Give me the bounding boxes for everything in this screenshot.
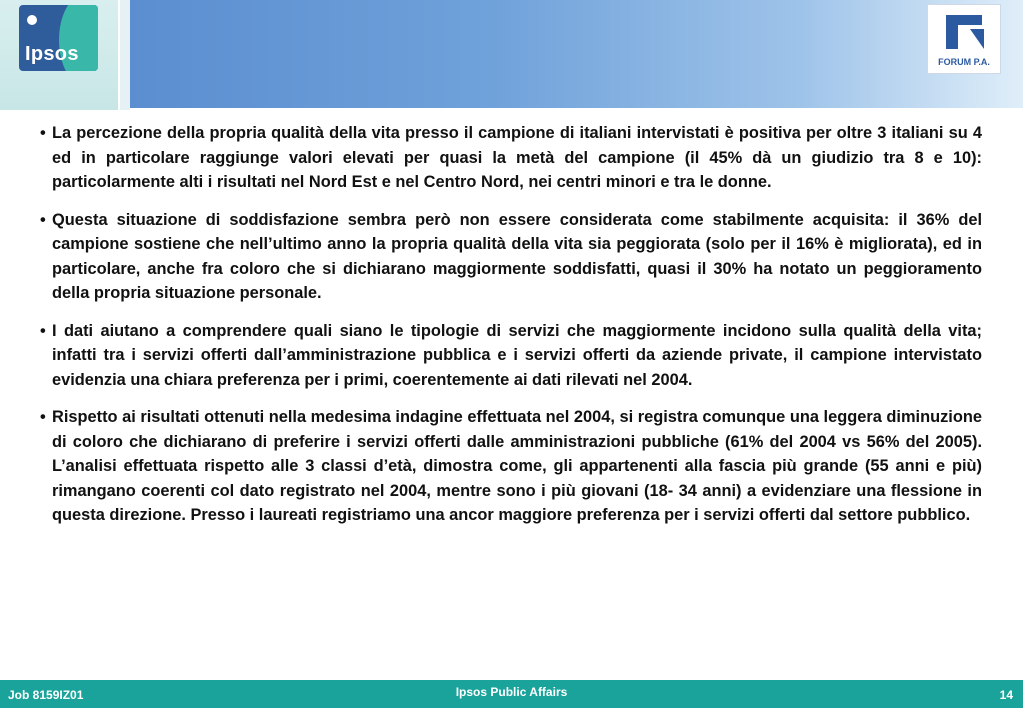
footer-title: Ipsos Public Affairs [455, 685, 568, 699]
bullet-marker: • [40, 210, 46, 229]
bullet-marker: • [40, 321, 46, 340]
slide-header [0, 0, 1023, 110]
forum-pa-logo-text: FORUM P.A. [938, 57, 990, 67]
footer-job-number: Job 8159IZ01 [8, 688, 84, 702]
ipsos-logo-dot [27, 15, 37, 25]
bullet-text: I dati aiutano a comprendere quali siano le tipologie di servizi che maggiormente incidono sulla qualità della vita; infatti tra i servizi offerti dall’amministrazione pubblica e i servizi offerti da aziende private, il campione intervistato evidenzia una chiara preferenza per i primi, coerentemente ai dati rilevati nel 2004. [52, 321, 982, 389]
page-number: 14 [999, 688, 1013, 702]
bullet-item-3 [40, 319, 982, 393]
bullet-text: Rispetto ai risultati ottenuti nella medesima indagine effettuata nel 2004, si registra comunque una leggera diminuzione di coloro che dichiarano di preferire i servizi offerti dalle amministrazioni pubbliche (61% del 2004 vs 56% del 2005). L’analisi effettuata rispetto alle 3 classi d’età, dimostra come, gli appartenenti alla fascia più grande (55 anni e più) rimangano coerenti col dato registrato nel 2004, mentre sono i più giovani (18- 34 anni) a evidenziare una flessione in questa direzione. Presso i laureati registriamo una ancor maggiore preferenza per i servizi offerti dal settore pubblico. [52, 408, 982, 524]
header-gradient-band [130, 0, 1023, 108]
bullet-text: Questa situazione di soddisfazione sembra però non essere considerata come stabilmente acquisita: il 36% del campione sostiene che nell’ultimo anno la propria qualità della vita sia peggiorata (solo per il 16% è migliorata), ed in particolare, anche fra coloro che si dichiarano maggiormente soddisfatti, quasi il 30% ha notato un peggioramento della propria situazione personale. [52, 210, 982, 302]
header-divider [120, 0, 130, 110]
bullet-text: La percezione della propria qualità della vita presso il campione di italiani intervistati è positiva per oltre 3 italiani su 4 ed in particolare raggiunge valori elevati per quasi la metà del campione (il 45% dà un giudizio tra 8 e 10): particolarmente alti i risultati nel Nord Est e nel Centro Nord, nei centri minori e tra le donne. [52, 124, 982, 191]
forum-pa-logo-icon [927, 4, 1001, 74]
ipsos-logo-text: Ipsos [25, 43, 79, 65]
bullet-list [40, 121, 982, 541]
bullet-marker: • [40, 124, 46, 142]
slide-footer [0, 680, 1023, 708]
ipsos-logo-icon [19, 5, 98, 71]
forum-pa-mark-icon [944, 11, 986, 53]
bullet-item-4 [40, 405, 982, 528]
bullet-item-2 [40, 208, 982, 306]
bullet-marker: • [40, 408, 46, 426]
bullet-item-1 [40, 121, 982, 195]
